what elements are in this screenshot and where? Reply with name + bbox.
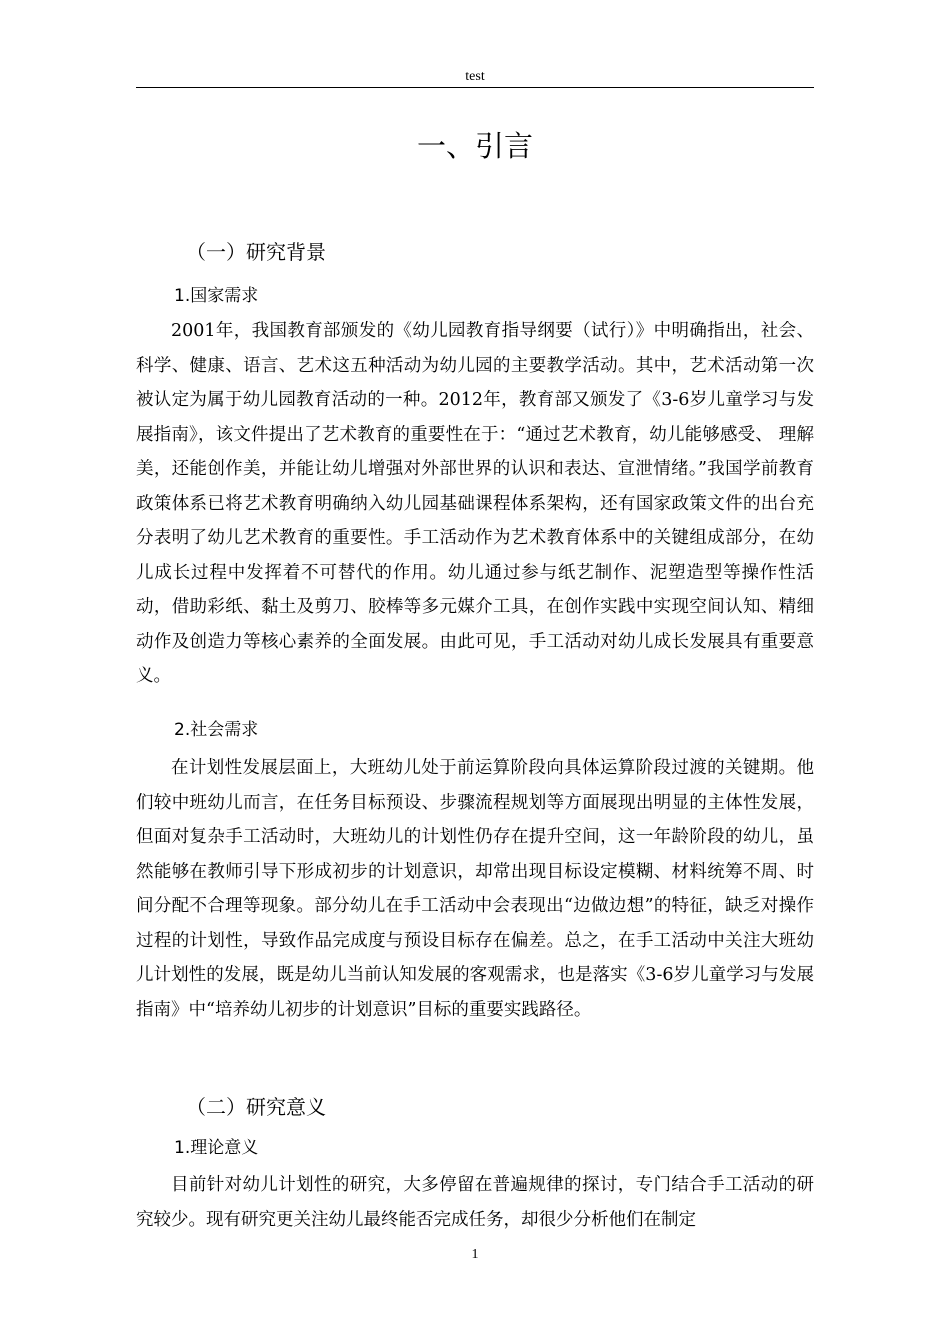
section-title-background: （一）研究背景 <box>186 240 326 264</box>
subsection-title-theoretical-significance: 1.理论意义 <box>174 1138 259 1158</box>
page-number: 1 <box>471 1247 479 1262</box>
subsection-title-national-needs: 1.国家需求 <box>174 286 259 306</box>
section-title-significance: （二）研究意义 <box>186 1095 326 1119</box>
paragraph-social-needs: 在计划性发展层面上，大班幼儿处于前运算阶段向具体运算阶段过渡的关键期。他们较中班幼儿而言，在任务目标预设、步骤流程规划等方面展现出明显的主体性发展，但面对复杂手工活动时，大班幼儿的计划性仍存在提升空间，这一年龄阶段的幼儿，虽然能够在教师引导下形成初步的计划意识，却常出现目标设定模糊、材料统筹不周、时间分配不合理等现象。部分幼儿在手工活动中会表现出“边做边想”的特征，缺乏对操作过程的计划性，导致作品完成度与预设目标存在偏差。总之，在手工活动中关注大班幼儿计划性的发展，既是幼儿当前认知发展的客观需求，也是落实《3-6岁儿童学习与发展指南》中“培养幼儿初步的计划意识”目标的重要实践路径。 <box>136 758 814 1020</box>
subsection-title-social-needs: 2.社会需求 <box>174 720 259 740</box>
chapter-title: 一、引言 <box>416 129 533 163</box>
paragraph-national-needs: 2001年，我国教育部颁发的《幼儿园教育指导纲要（试行）》中明确指出，社会、科学、健康、语言、艺术这五种活动为幼儿园的主要教学活动。其中，艺术活动第一次被认定为属于幼儿园教育活动的一种。2012年，教育部又颁发了《3-6岁儿童学习与发展指南》，该文件提出了艺术教育的重要性在于：“通过艺术教育，幼儿能够感受、 理解美，还能创作美，并能让幼儿增强对外部世界的认识和表达、宣泄情绪。”我国学前教育政策体系已将艺术教育明确纳入幼儿园基础课程体系架构，还有国家政策文件的出台充分表明了幼儿艺术教育的重要性。手工活动作为艺术教育体系中的关键组成部分，在幼儿成长过程中发挥着不可替代的作用。幼儿通过参与纸艺制作、泥塑造型等操作性活动，借助彩纸、黏土及剪刀、胶棒等多元媒介工具，在创作实践中实现空间认知、精细动作及创造力等核心素养的全面发展。由此可见，手工活动对幼儿成长发展具有重要意义。 <box>136 321 814 686</box>
page-header: test <box>136 68 814 88</box>
paragraph-theoretical-significance: 目前针对幼儿计划性的研究，大多停留在普遍规律的探讨，专门结合手工活动的研究较少。现有研究更关注幼儿最终能否完成任务，却很少分析他们在制定 <box>136 1175 814 1230</box>
